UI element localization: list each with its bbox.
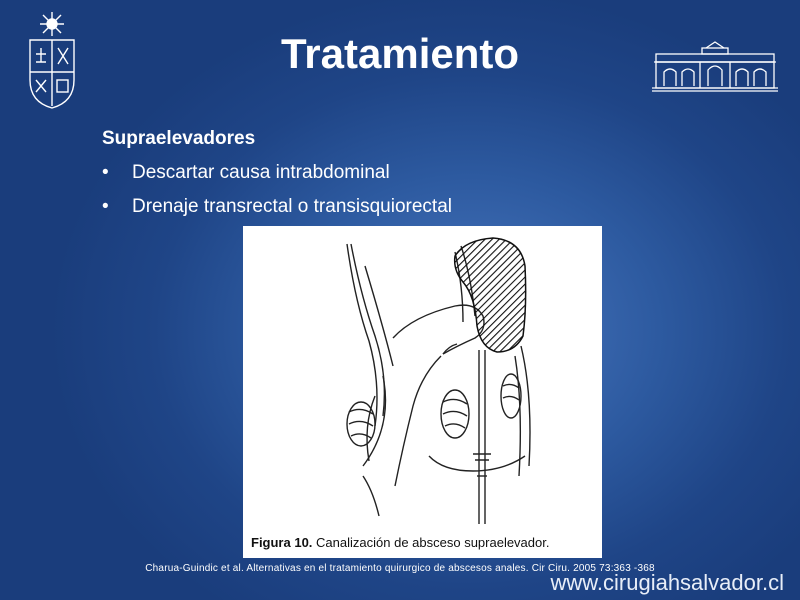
bullet-text: Descartar causa intrabdominal	[132, 162, 390, 183]
bullet-list	[100, 160, 452, 228]
list-item	[100, 194, 452, 228]
section-heading: Supraelevadores	[102, 128, 256, 149]
bullet-icon: •	[102, 196, 109, 217]
anatomical-figure	[243, 226, 602, 558]
bullet-icon: •	[102, 162, 109, 183]
citation-text: Charua-Guindic et al. Alternativas en el tratamiento quirurgico de abscesos anales. Cir Ciru. 2005 73:363 -368	[145, 563, 655, 574]
list-item	[100, 160, 452, 194]
anatomy-illustration	[243, 226, 602, 558]
slide-title: Tratamiento	[280, 30, 520, 77]
bullet-text: Drenaje transrectal o transisquiorectal	[132, 196, 452, 217]
website-link[interactable]: www.cirugiahsalvador.cl	[550, 570, 784, 595]
figure-caption-text: Canalización de absceso supraelevador.	[316, 535, 550, 550]
figure-caption-label: Figura 10.	[251, 535, 313, 550]
figure-caption	[251, 535, 549, 550]
